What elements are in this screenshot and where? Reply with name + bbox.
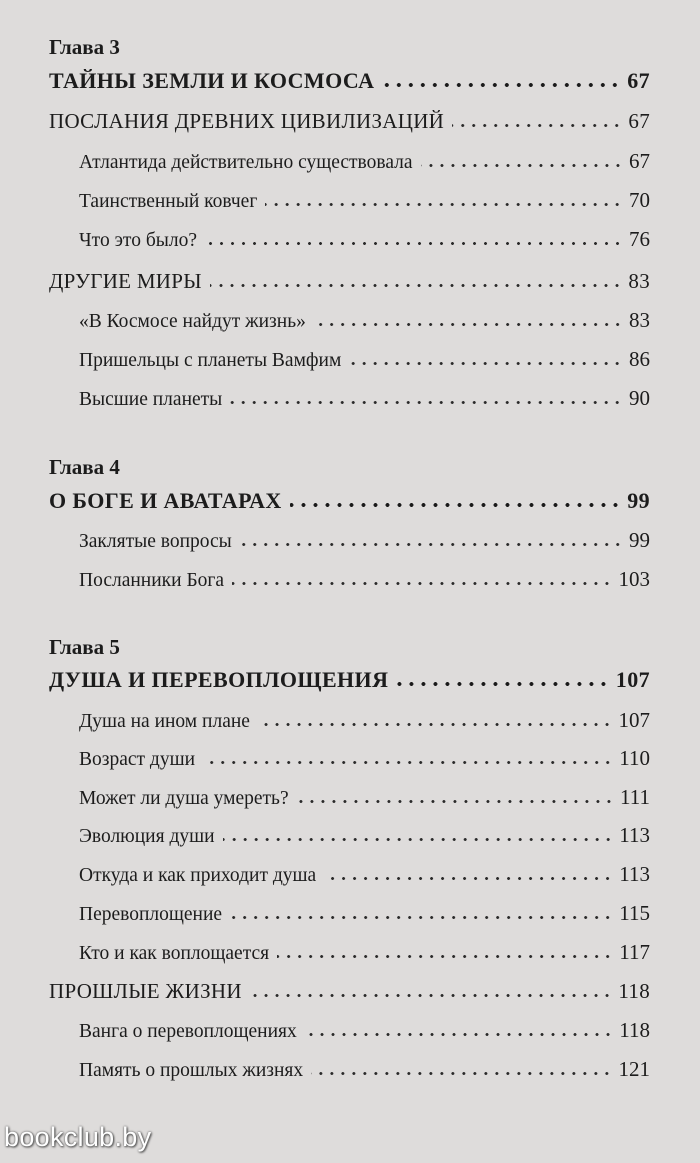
dot-leader: [305, 1033, 614, 1036]
toc-entry-item: [0, 808, 700, 848]
chapter-label: Глава 4: [49, 455, 120, 479]
toc-entry-title: Ванга о перевоплощениях: [79, 1021, 297, 1042]
toc-entry-title: ДУША И ПЕРЕВОПЛОЩЕНИЯ: [49, 667, 389, 692]
toc-entry-item: [0, 134, 700, 174]
toc-entry-item: [0, 293, 700, 333]
dot-leader: [210, 284, 623, 287]
toc-entry-item: [0, 770, 700, 810]
toc-entry-title: ПРОШЛЫЕ ЖИЗНИ: [49, 979, 242, 1003]
dot-leader: [311, 1072, 612, 1075]
page-number: 67: [627, 68, 650, 93]
toc-entry-title: Что это было?: [79, 230, 197, 251]
toc-entry-section: [0, 964, 700, 1004]
toc-entry-title: Посланники Бога: [79, 570, 225, 591]
toc-entry-item: [0, 693, 700, 733]
page-number: 67: [628, 109, 650, 133]
page-number: 83: [629, 308, 650, 332]
page-number: 107: [618, 708, 650, 732]
dot-leader: [277, 955, 613, 958]
dot-leader: [396, 682, 609, 686]
toc-entry-section: [0, 94, 700, 134]
page-number: 117: [619, 940, 650, 964]
page-number: 99: [627, 488, 650, 513]
page-number: 107: [615, 667, 650, 692]
toc-entry-item: [0, 847, 700, 887]
dot-leader: [382, 83, 621, 87]
dot-leader: [421, 164, 623, 167]
dot-leader: [250, 994, 613, 997]
page-number: 115: [619, 901, 650, 925]
page-number: 121: [618, 1057, 650, 1081]
toc-entry-item: [0, 1003, 700, 1043]
toc-entry-item: [0, 1042, 700, 1082]
toc-entry-title: Высшие планеты: [79, 389, 223, 410]
page-number: 118: [618, 979, 650, 1003]
dot-leader: [324, 877, 613, 880]
toc-entry-part: [0, 54, 700, 94]
toc-entry-title: Душа на ином плане: [79, 711, 250, 732]
toc-entry-item: [0, 332, 700, 372]
dot-leader: [203, 761, 613, 764]
toc-entry-title: ДРУГИЕ МИРЫ: [49, 269, 202, 293]
chapter-label: Глава 5: [49, 635, 120, 659]
toc-entry-title: Кто и как воплощается: [79, 943, 270, 964]
toc-entry-title: Таинственный ковчег: [79, 191, 258, 212]
page-number: 118: [619, 1018, 650, 1042]
toc-entry-title: О БОГЕ И АВАТАРАХ: [49, 488, 282, 513]
toc-entry-title: Возраст души: [79, 749, 196, 770]
page-number: 86: [629, 347, 650, 371]
toc-entry-section: [0, 254, 700, 294]
dot-leader: [230, 916, 613, 919]
toc-entry-title: ПОСЛАНИЯ ДРЕВНИХ ЦИВИЛИЗАЦИЙ: [49, 109, 445, 133]
dot-leader: [230, 401, 623, 404]
dot-leader: [205, 242, 623, 245]
dot-leader: [240, 543, 623, 546]
dot-leader: [349, 362, 623, 365]
toc-entry-title: Пришельцы с планеты Вамфим: [79, 350, 342, 371]
page-number: 113: [619, 862, 650, 886]
dot-leader: [223, 838, 614, 841]
dot-leader: [258, 723, 613, 726]
page-number: 70: [629, 188, 650, 212]
dot-leader: [232, 582, 612, 585]
toc-entry-item: [0, 886, 700, 926]
toc-entry-title: Может ли душа умереть?: [79, 788, 289, 809]
page-number: 90: [629, 386, 650, 410]
page-number: 111: [620, 785, 650, 809]
toc-entry-part: [0, 474, 700, 514]
toc-entry-item: [0, 731, 700, 771]
toc-entry-title: Перевоплощение: [79, 904, 223, 925]
page-number: 103: [618, 567, 650, 591]
dot-leader: [452, 124, 622, 127]
toc-entry-title: Эволюция души: [79, 826, 215, 847]
toc-entry-item: [0, 925, 700, 965]
page-number: 83: [628, 269, 650, 293]
toc-entry-title: Откуда и как приходит душа: [79, 865, 317, 886]
toc-entry-item: [0, 552, 700, 592]
toc-entry-title: Заклятые вопросы: [79, 531, 232, 552]
page-number: 99: [629, 528, 650, 552]
watermark: bookclub.by: [4, 1122, 152, 1152]
toc-entry-item: [0, 371, 700, 411]
dot-leader: [314, 323, 623, 326]
page-number: 67: [629, 149, 650, 173]
toc-entry-title: «В Космосе найдут жизнь»: [79, 311, 306, 332]
toc-entry-part: [0, 653, 700, 693]
dot-leader: [290, 503, 621, 507]
toc-entry-item: [0, 212, 700, 252]
chapter-label: Глава 3: [49, 35, 120, 59]
page-number: 76: [629, 227, 650, 251]
toc-entry-title: ТАЙНЫ ЗЕМЛИ И КОСМОСА: [49, 68, 375, 93]
toc-entry-title: Память о прошлых жизнях: [79, 1060, 304, 1081]
toc-entry-item: [0, 513, 700, 553]
dot-leader: [297, 800, 614, 803]
page-number: 113: [619, 823, 650, 847]
toc-entry-item: [0, 173, 700, 213]
toc-entry-title: Атлантида действительно существовала: [79, 152, 413, 173]
page-number: 110: [619, 746, 650, 770]
dot-leader: [265, 203, 623, 206]
